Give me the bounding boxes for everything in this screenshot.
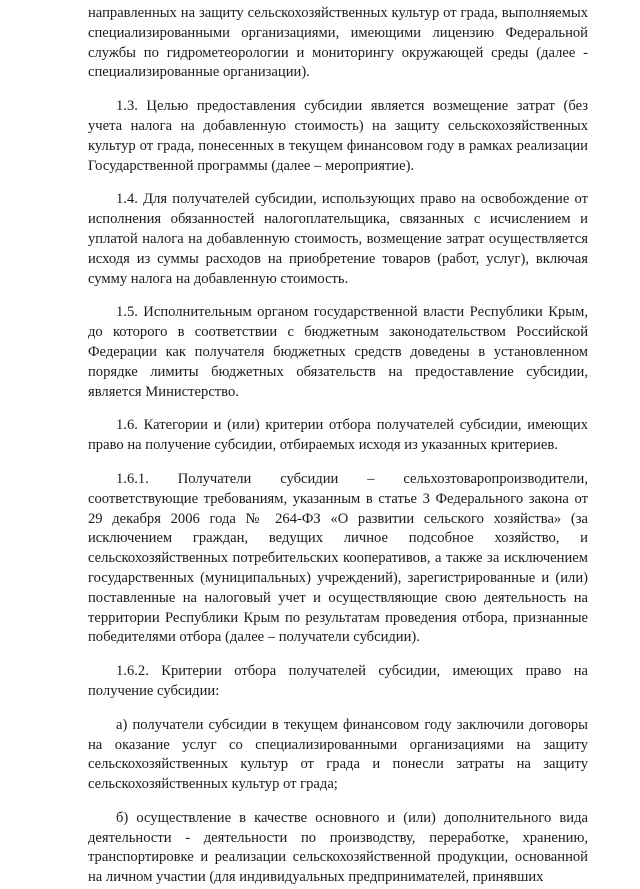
paragraph-1-4: 1.4. Для получателей субсидии, использующих право на освобождение от исполнения обязанностей налогоплательщика, связанных с исчислением и уплатой налога на добавленную стоимость, возмещение затрат осуществляется исходя из суммы расходов на приобретение товаров (работ, услуг), включая сумму налога на добавленную стоимость. xyxy=(88,191,588,287)
paragraph-1-5: 1.5. Исполнительным органом государственной власти Республики Крым, до которого в соответствии с бюджетным законодательством Российской Федерации как получателя бюджетных средств доведены в установленном порядке лимиты бюджетных обязательств на предоставление субсидии, является Министерство. xyxy=(88,304,588,400)
paragraph-1-3: 1.3. Целью предоставления субсидии является возмещение затрат (без учета налога на добавленную стоимость) на защиту сельскохозяйственных культур от града, понесенных в текущем финансовом году в рамках реализации Государственной программы (далее – мероприятие). xyxy=(88,98,588,174)
paragraph-item-a: а) получатели субсидии в текущем финансовом году заключили договоры на оказание услуг со специализированными организациями на защиту сельскохозяйственных культур от града и понесли затраты на защиту сельскохозяйственных культур от града; xyxy=(88,716,588,793)
document-page xyxy=(88,4,588,888)
paragraph-item-b: б) осуществление в качестве основного и (или) дополнительного вида деятельности - деятельности по производству, переработке, хранению, транспортировке и реализации сельскохозяйственной продукции, основанной на личном участии (для индивидуальных предпринимателей, принявших xyxy=(88,809,588,886)
paragraph-continuation: направленных на защиту сельскохозяйственных культур от града, выполняемых специализированными организациями, имеющими лицензию Федеральной службы по гидрометеорологии и мониторингу окружающей среды (далее - специализированные организации). xyxy=(88,5,588,81)
paragraph-1-6-1: 1.6.1. Получатели субсидии – сельхозтоваропроизводители, соответствующие требованиям, указанным в статье 3 Федерального закона от 29 декабря 2006 года № 264-ФЗ «О развитии сельского хозяйства» (за исключением граждан, ведущих личное подсобное хозяйство, и сельскохозяйственных потребительских кооперативов, а также за исключением государственных (муниципальных) учреждений), зарегистрированные и (или) поставленные на налоговый учет и осуществляющие свою деятельность на территории Республики Крым по результатам проведения отбора, признанные победителями отбора (далее – получатели субсидии). xyxy=(88,470,588,646)
paragraph-1-6-2: 1.6.2. Критерии отбора получателей субсидии, имеющих право на получение субсидии: xyxy=(88,663,588,699)
paragraph-1-6: 1.6. Категории и (или) критерии отбора получателей субсидии, имеющих право на получение субсидии, отбираемых исходя из указанных критериев. xyxy=(88,417,588,454)
